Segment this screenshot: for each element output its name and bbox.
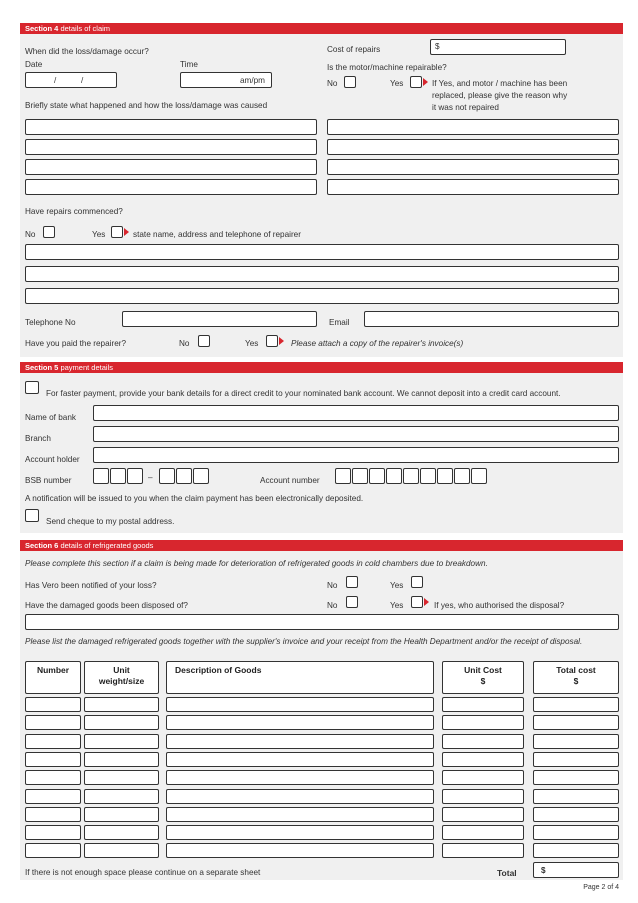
disposed-question: Have the damaged goods been disposed of? xyxy=(25,601,188,610)
section-number: Section 6 xyxy=(25,541,59,550)
reason-line[interactable] xyxy=(327,139,619,155)
table-cell[interactable] xyxy=(533,752,619,767)
table-cell[interactable] xyxy=(25,770,81,785)
bank-name-field[interactable] xyxy=(93,405,619,421)
bank-name-label: Name of bank xyxy=(25,413,76,422)
table-cell[interactable] xyxy=(166,715,434,730)
column-header-number xyxy=(25,661,81,694)
table-cell[interactable] xyxy=(84,843,159,858)
vero-no-label: No xyxy=(327,581,338,590)
bsb-digit-box[interactable] xyxy=(159,468,175,484)
repairs-commenced-question: Have repairs commenced? xyxy=(25,207,123,216)
replaced-note: replaced, please give the reason why xyxy=(432,91,568,100)
direct-credit-note: For faster payment, provide your bank details for a direct credit to your nominated bank account. We cannot deposit into a credit card account. xyxy=(46,389,561,398)
column-header-total-cost xyxy=(533,661,619,694)
bsb-digit-box[interactable] xyxy=(93,468,109,484)
repairer-details-line[interactable] xyxy=(25,288,619,304)
description-line[interactable] xyxy=(25,179,317,195)
arrow-right-icon xyxy=(124,228,129,236)
disposed-no-checkbox[interactable] xyxy=(346,596,358,608)
branch-field[interactable] xyxy=(93,426,619,442)
account-digit-box[interactable] xyxy=(386,468,402,484)
section-title: details of claim xyxy=(60,24,111,33)
table-cell[interactable] xyxy=(84,752,159,767)
account-holder-field[interactable] xyxy=(93,447,619,463)
arrow-right-icon xyxy=(424,598,429,606)
section-4-header xyxy=(20,23,623,34)
column-header-unit-cost xyxy=(442,661,524,694)
replaced-note: If Yes, and motor / machine has been xyxy=(432,79,568,88)
arrow-right-icon xyxy=(279,337,284,345)
column-header-text: Unit xyxy=(113,665,130,675)
table-cell[interactable] xyxy=(166,807,434,822)
table-cell[interactable] xyxy=(25,734,81,749)
bsb-digit-box[interactable] xyxy=(176,468,192,484)
table-cell[interactable] xyxy=(533,825,619,840)
repairable-question: Is the motor/machine repairable? xyxy=(327,63,447,72)
account-digit-box[interactable] xyxy=(335,468,351,484)
section-number: Section 4 xyxy=(25,24,59,33)
table-cell[interactable] xyxy=(533,770,619,785)
authorised-field[interactable] xyxy=(25,614,619,630)
table-cell[interactable] xyxy=(84,734,159,749)
repairer-details-line[interactable] xyxy=(25,244,619,260)
replaced-note: it was not repaired xyxy=(432,103,499,112)
table-cell[interactable] xyxy=(25,807,81,822)
table-cell[interactable] xyxy=(166,734,434,749)
total-label: Total xyxy=(497,868,517,878)
account-holder-label: Account holder xyxy=(25,455,80,464)
table-cell[interactable] xyxy=(84,697,159,712)
account-digit-box[interactable] xyxy=(471,468,487,484)
paid-yes-checkbox[interactable] xyxy=(266,335,278,347)
column-header-text: Unit Cost xyxy=(464,665,502,675)
table-cell[interactable] xyxy=(442,734,524,749)
cheque-checkbox[interactable] xyxy=(25,509,39,522)
disposed-no-label: No xyxy=(327,601,338,610)
column-header-text: Description of Goods xyxy=(175,665,262,675)
repairable-no-checkbox[interactable] xyxy=(344,76,356,88)
invoice-note: Please attach a copy of the repairer's invoice(s) xyxy=(291,339,464,348)
continue-note: If there is not enough space please continue on a separate sheet xyxy=(25,868,261,877)
column-header-text: $ xyxy=(480,676,486,686)
telephone-field[interactable] xyxy=(122,311,317,327)
table-cell[interactable] xyxy=(442,697,524,712)
cheque-label: Send cheque to my postal address. xyxy=(46,517,175,526)
repairable-no-label: No xyxy=(327,79,338,88)
email-field[interactable] xyxy=(364,311,619,327)
table-cell[interactable] xyxy=(25,843,81,858)
page-number: Page 2 of 4 xyxy=(583,884,619,891)
total-field[interactable] xyxy=(533,862,619,878)
account-digit-box[interactable] xyxy=(454,468,470,484)
table-cell[interactable] xyxy=(84,789,159,804)
table-cell[interactable] xyxy=(442,807,524,822)
notification-note: A notification will be issued to you when the claim payment has been electronically deposited. xyxy=(25,494,364,503)
section-title: details of refrigerated goods xyxy=(60,541,154,550)
vero-yes-label: Yes xyxy=(390,581,404,590)
direct-credit-checkbox[interactable] xyxy=(25,381,39,394)
paid-no-label: No xyxy=(179,339,190,348)
table-cell[interactable] xyxy=(442,770,524,785)
table-cell[interactable] xyxy=(533,789,619,804)
bsb-digit-box[interactable] xyxy=(110,468,126,484)
table-cell[interactable] xyxy=(25,697,81,712)
table-cell[interactable] xyxy=(533,697,619,712)
reason-line[interactable] xyxy=(327,119,619,135)
list-instructions: Please list the damaged refrigerated goods together with the supplier's invoice and your receipt from the Health Department and/or the receipt of disposal. xyxy=(25,637,583,646)
table-cell[interactable] xyxy=(442,789,524,804)
section-number: Section 5 xyxy=(25,363,59,372)
repairable-yes-label: Yes xyxy=(390,79,404,88)
date-separator: / xyxy=(54,76,57,85)
bsb-digit-box[interactable] xyxy=(193,468,209,484)
date-field[interactable] xyxy=(25,72,117,88)
section-6-intro: Please complete this section if a claim is being made for deterioration of refrigerated goods in cold chambers due to breakdown. xyxy=(25,559,488,568)
repairs-no-checkbox[interactable] xyxy=(43,226,55,238)
bsb-dash: – xyxy=(148,473,153,482)
arrow-right-icon xyxy=(423,78,428,86)
table-cell[interactable] xyxy=(25,825,81,840)
table-cell[interactable] xyxy=(533,807,619,822)
table-cell[interactable] xyxy=(84,770,159,785)
account-digit-box[interactable] xyxy=(437,468,453,484)
vero-yes-checkbox[interactable] xyxy=(411,576,423,588)
time-field[interactable] xyxy=(180,72,272,88)
repairs-no-label: No xyxy=(25,230,36,239)
table-cell[interactable] xyxy=(442,715,524,730)
table-cell[interactable] xyxy=(166,789,434,804)
repairs-yes-checkbox[interactable] xyxy=(111,226,123,238)
table-cell[interactable] xyxy=(442,825,524,840)
description-line[interactable] xyxy=(25,119,317,135)
table-cell[interactable] xyxy=(166,770,434,785)
column-header-description xyxy=(166,661,434,694)
bsb-digit-box[interactable] xyxy=(127,468,143,484)
account-digit-box[interactable] xyxy=(369,468,385,484)
telephone-label: Telephone No xyxy=(25,318,76,327)
table-cell[interactable] xyxy=(84,807,159,822)
cost-label: Cost of repairs xyxy=(327,45,381,54)
account-digit-box[interactable] xyxy=(403,468,419,484)
vero-no-checkbox[interactable] xyxy=(346,576,358,588)
table-cell[interactable] xyxy=(25,752,81,767)
paid-yes-label: Yes xyxy=(245,339,259,348)
table-cell[interactable] xyxy=(166,825,434,840)
column-header-text: Total cost xyxy=(556,665,596,675)
brief-description-label: Briefly state what happened and how the loss/damage was caused xyxy=(25,101,268,110)
table-cell[interactable] xyxy=(166,697,434,712)
table-cell[interactable] xyxy=(166,752,434,767)
date-label: Date xyxy=(25,60,43,69)
description-line[interactable] xyxy=(25,139,317,155)
date-separator: / xyxy=(81,76,84,85)
repairer-note: state name, address and telephone of repairer xyxy=(133,230,301,239)
table-cell[interactable] xyxy=(533,843,619,858)
table-cell[interactable] xyxy=(25,789,81,804)
reason-line[interactable] xyxy=(327,159,619,175)
section-title: payment details xyxy=(60,363,113,372)
description-line[interactable] xyxy=(25,159,317,175)
account-digit-box[interactable] xyxy=(352,468,368,484)
table-cell[interactable] xyxy=(25,715,81,730)
disposed-yes-checkbox[interactable] xyxy=(411,596,423,608)
account-number-label: Account number xyxy=(260,476,320,485)
paid-no-checkbox[interactable] xyxy=(198,335,210,347)
column-header-text: weight/size xyxy=(98,676,145,686)
account-digit-box[interactable] xyxy=(420,468,436,484)
currency-prefix: $ xyxy=(541,866,546,875)
repairs-yes-label: Yes xyxy=(92,230,106,239)
section-6-header xyxy=(20,540,623,551)
branch-label: Branch xyxy=(25,434,51,443)
loss-date-question: When did the loss/damage occur? xyxy=(25,47,149,56)
currency-prefix: $ xyxy=(435,42,440,51)
section-5-header xyxy=(20,362,623,373)
reason-line[interactable] xyxy=(327,179,619,195)
table-cell[interactable] xyxy=(442,752,524,767)
repairable-yes-checkbox[interactable] xyxy=(410,76,422,88)
table-cell[interactable] xyxy=(533,734,619,749)
cost-field[interactable] xyxy=(430,39,566,55)
disposed-yes-label: Yes xyxy=(390,601,404,610)
column-header-unit xyxy=(84,661,159,694)
time-label: Time xyxy=(180,60,198,69)
repairer-details-line[interactable] xyxy=(25,266,619,282)
bsb-label: BSB number xyxy=(25,476,72,485)
authorised-question: If yes, who authorised the disposal? xyxy=(434,601,565,610)
table-cell[interactable] xyxy=(533,715,619,730)
time-suffix: am/pm xyxy=(239,76,265,85)
table-cell[interactable] xyxy=(84,715,159,730)
column-header-text: Number xyxy=(36,665,70,675)
table-cell[interactable] xyxy=(84,825,159,840)
column-header-text: $ xyxy=(573,676,579,686)
table-cell[interactable] xyxy=(166,843,434,858)
table-cell[interactable] xyxy=(442,843,524,858)
vero-notified-question: Has Vero been notified of your loss? xyxy=(25,581,157,590)
email-label: Email xyxy=(329,318,350,327)
paid-repairer-question: Have you paid the repairer? xyxy=(25,339,127,348)
